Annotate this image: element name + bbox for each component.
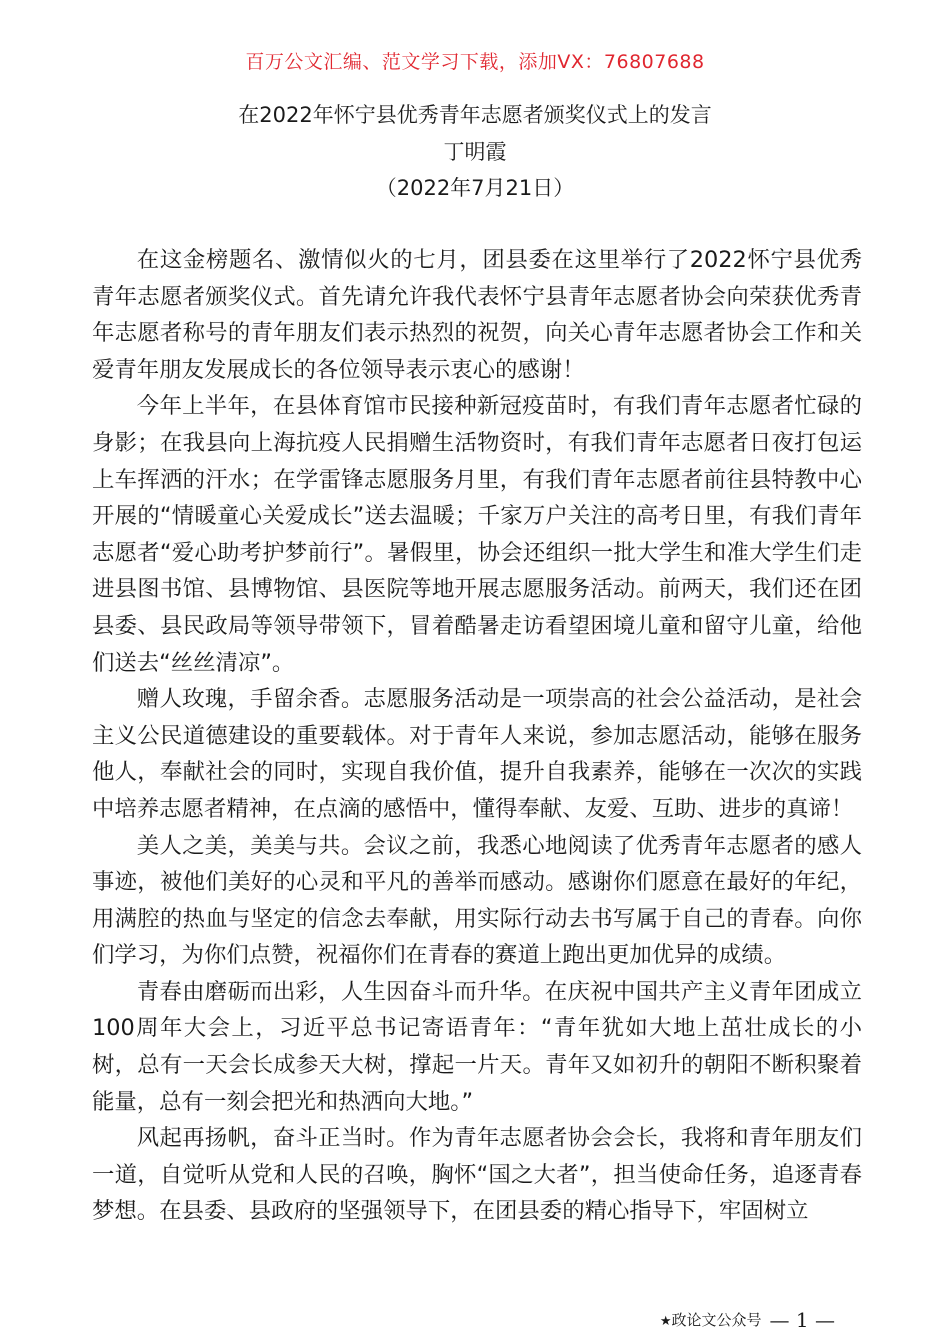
paragraph: 今年上半年，在县体育馆市民接种新冠疫苗时，有我们青年志愿者忙碌的身影；在我县向上海抗疫人民捐赠生活物资时，有我们青年志愿者日夜打包运上车挥洒的汗水；在学雷锋志愿服务月里，有我们青年志愿者前往县特教中心开展的“情暖童心关爱成长”送去温暖；千家万户关注的高考日里，有我们青年志愿者“爱心助考护梦前行”。暑假里，协会还组织一批大学生和准大学生们走进县图书馆、县博物馆、县医院等地开展志愿服务活动。前两天，我们还在团县委、县民政局等领导带领下，冒着酷暑走访看望困境儿童和留守儿童，给他们送去“丝丝清凉”。 (92, 393, 862, 676)
document-title: 在2022年怀宁县优秀青年志愿者颁奖仪式上的发言 (238, 103, 712, 127)
paragraph: 青春由磨砺而出彩，人生因奋斗而升华。在庆祝中国共产主义青年团成立100周年大会上，习近平总书记寄语青年：“青年犹如大地上茁壮成长的小树，总有一天会长成参天大树，撑起一片天。青年又如初升的朝阳不断积聚着能量，总有一刻会把光和热洒向大地。” (92, 978, 862, 1115)
speech-date: （2022年7月21日） (375, 176, 575, 200)
paragraph: 美人之美，美美与共。会议之前，我悉心地阅读了优秀青年志愿者的感人事迹，被他们美好的心灵和平凡的善举而感动。感谢你们愿意在最好的年纪，用满腔的热血与坚定的信念去奉献，用实际行动去书写属于自己的青春。向你们学习，为你们点赞，祝福你们在青春的赛道上跑出更加优异的成绩。 (92, 832, 862, 969)
paragraph: 在这金榜题名、激情似火的七月，团县委在这里举行了2022怀宁县优秀青年志愿者颁奖仪式。首先请允许我代表怀宁县青年志愿者协会向荣获优秀青年志愿者称号的青年朋友们表示热烈的祝贺，向关心青年志愿者协会工作和关爱青年朋友发展成长的各位领导表示衷心的感谢！ (92, 247, 862, 383)
watermark-banner: 百万公文汇编、范文学习下载，添加VX：76807688 (245, 51, 705, 73)
star-icon: ★ (659, 1314, 672, 1329)
page-number: — 1 — (769, 1308, 835, 1332)
paragraph: 赠人玫瑰，手留余香。志愿服务活动是一项崇高的社会公益活动，是社会主义公民道德建设的重要载体。对于青年人来说，参加志愿活动，能够在服务他人，奉献社会的同时，实现自我价值，提升自我素养，能够在一次次的实践中培养志愿者精神，在点滴的感悟中，懂得奉献、友爱、互助、进步的真谛！ (92, 686, 862, 822)
author-name: 丁明霞 (443, 140, 507, 164)
footer-source: 政论文公众号 (671, 1311, 762, 1329)
page-footer (660, 1310, 835, 1332)
speech-body (92, 242, 862, 1230)
paragraph: 风起再扬帆，奋斗正当时。作为青年志愿者协会会长，我将和青年朋友们一道，自觉听从党和人民的召唤，胸怀“国之大者”，担当使命任务，追逐青春梦想。在县委、县政府的坚强领导下，在团县委的精心指导下，牢固树立 (92, 1125, 862, 1225)
